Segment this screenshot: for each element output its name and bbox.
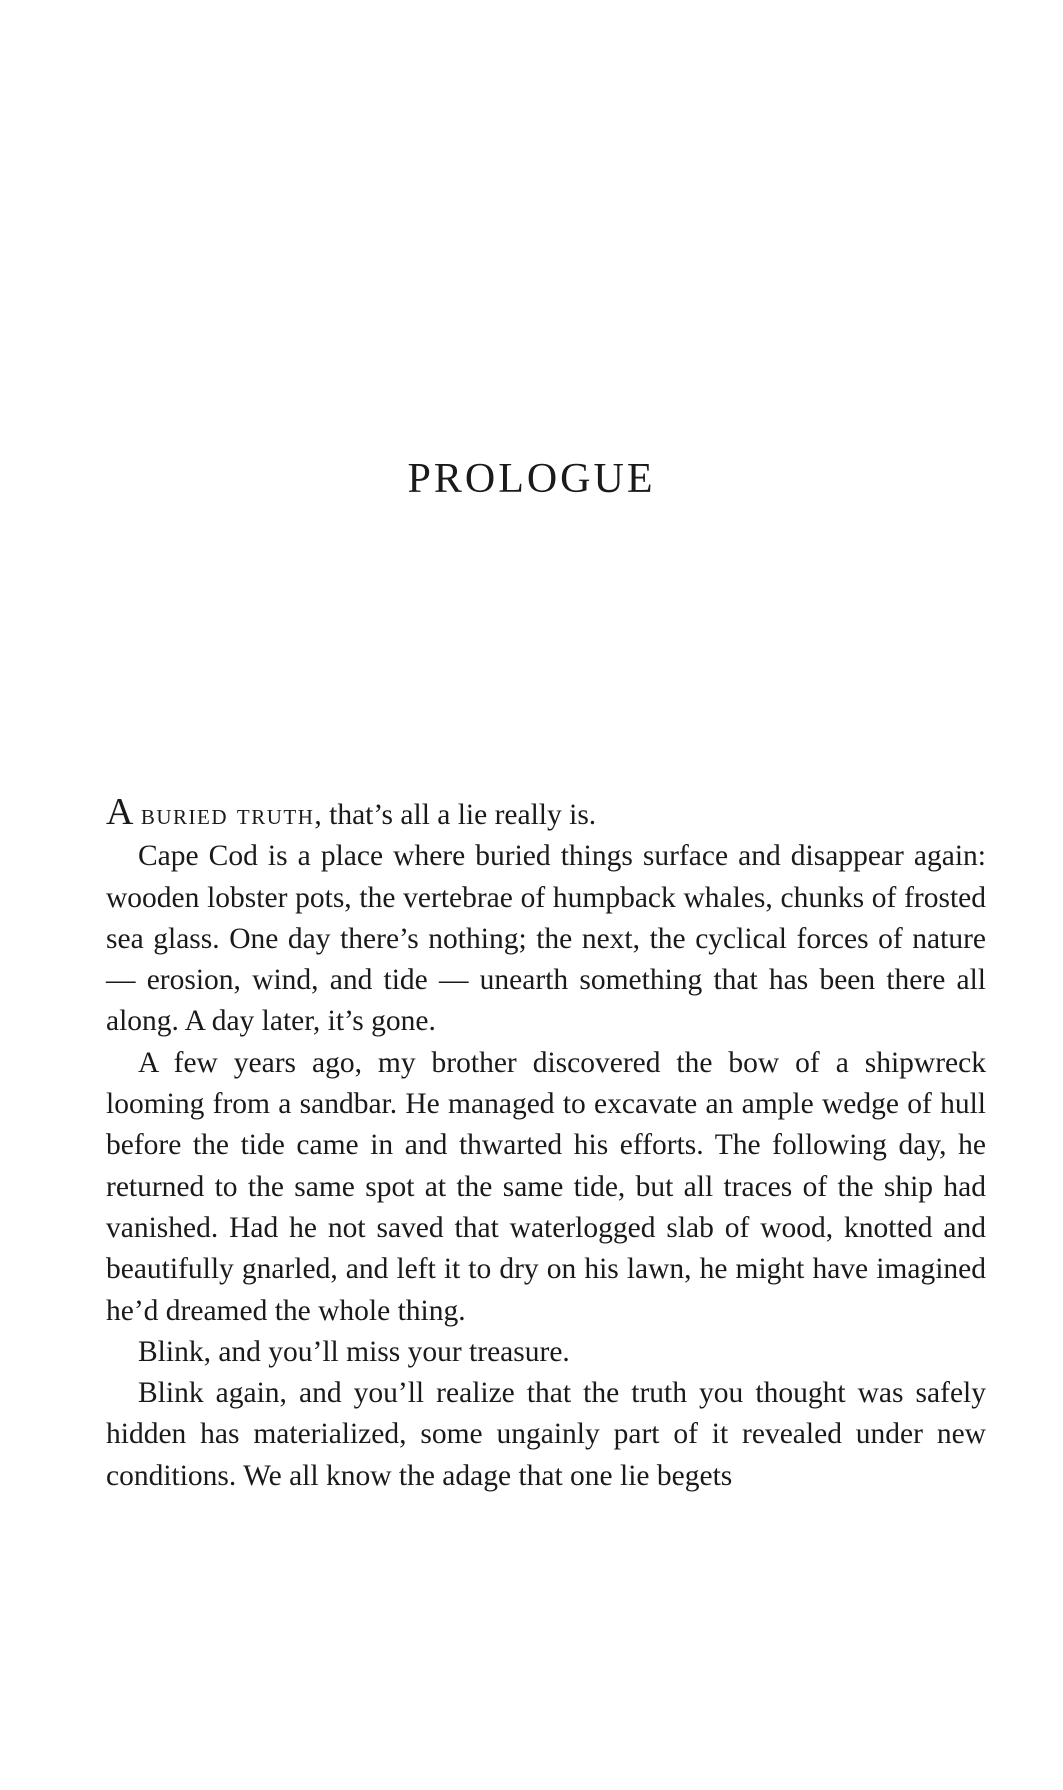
paragraph: Cape Cod is a place where buried things surface and disappear again: wooden lobster pots, the vertebrae of humpback whales, chunks of frosted sea glass. One day there’s nothing; the next, the cyclical forces of nature — erosion, wind, and tide — unearth something that has been there all along. A day later, it’s gone. bbox=[106, 840, 986, 1038]
opening-sentence: , that’s all a lie really is. bbox=[314, 799, 597, 831]
opening-paragraph bbox=[106, 792, 986, 836]
paragraph: A few years ago, my brother discovered the bow of a shipwreck looming from a sandbar. He managed to excavate an ample wedge of hull before the tide came in and thwarted his efforts. The following day, he returned to the same spot at the same tide, but all traces of the ship had vanished. Had he not saved that waterlogged slab of wood, knotted and beautifully gnarled, and left it to dry on his lawn, he might have imagined he’d dreamed the whole thing. bbox=[106, 1046, 986, 1327]
small-caps-lead: buried truth bbox=[140, 799, 315, 831]
paragraph: Blink again, and you’ll realize that the truth you thought was safely hidden has materialized, some ungainly part of it revealed under new conditions. We all know the adage that one lie begets bbox=[106, 1377, 986, 1492]
body-text bbox=[106, 792, 986, 1497]
initial-letter: A bbox=[106, 791, 134, 833]
chapter-title: PROLOGUE bbox=[407, 456, 656, 502]
paragraph: Blink, and you’ll miss your treasure. bbox=[138, 1335, 570, 1368]
